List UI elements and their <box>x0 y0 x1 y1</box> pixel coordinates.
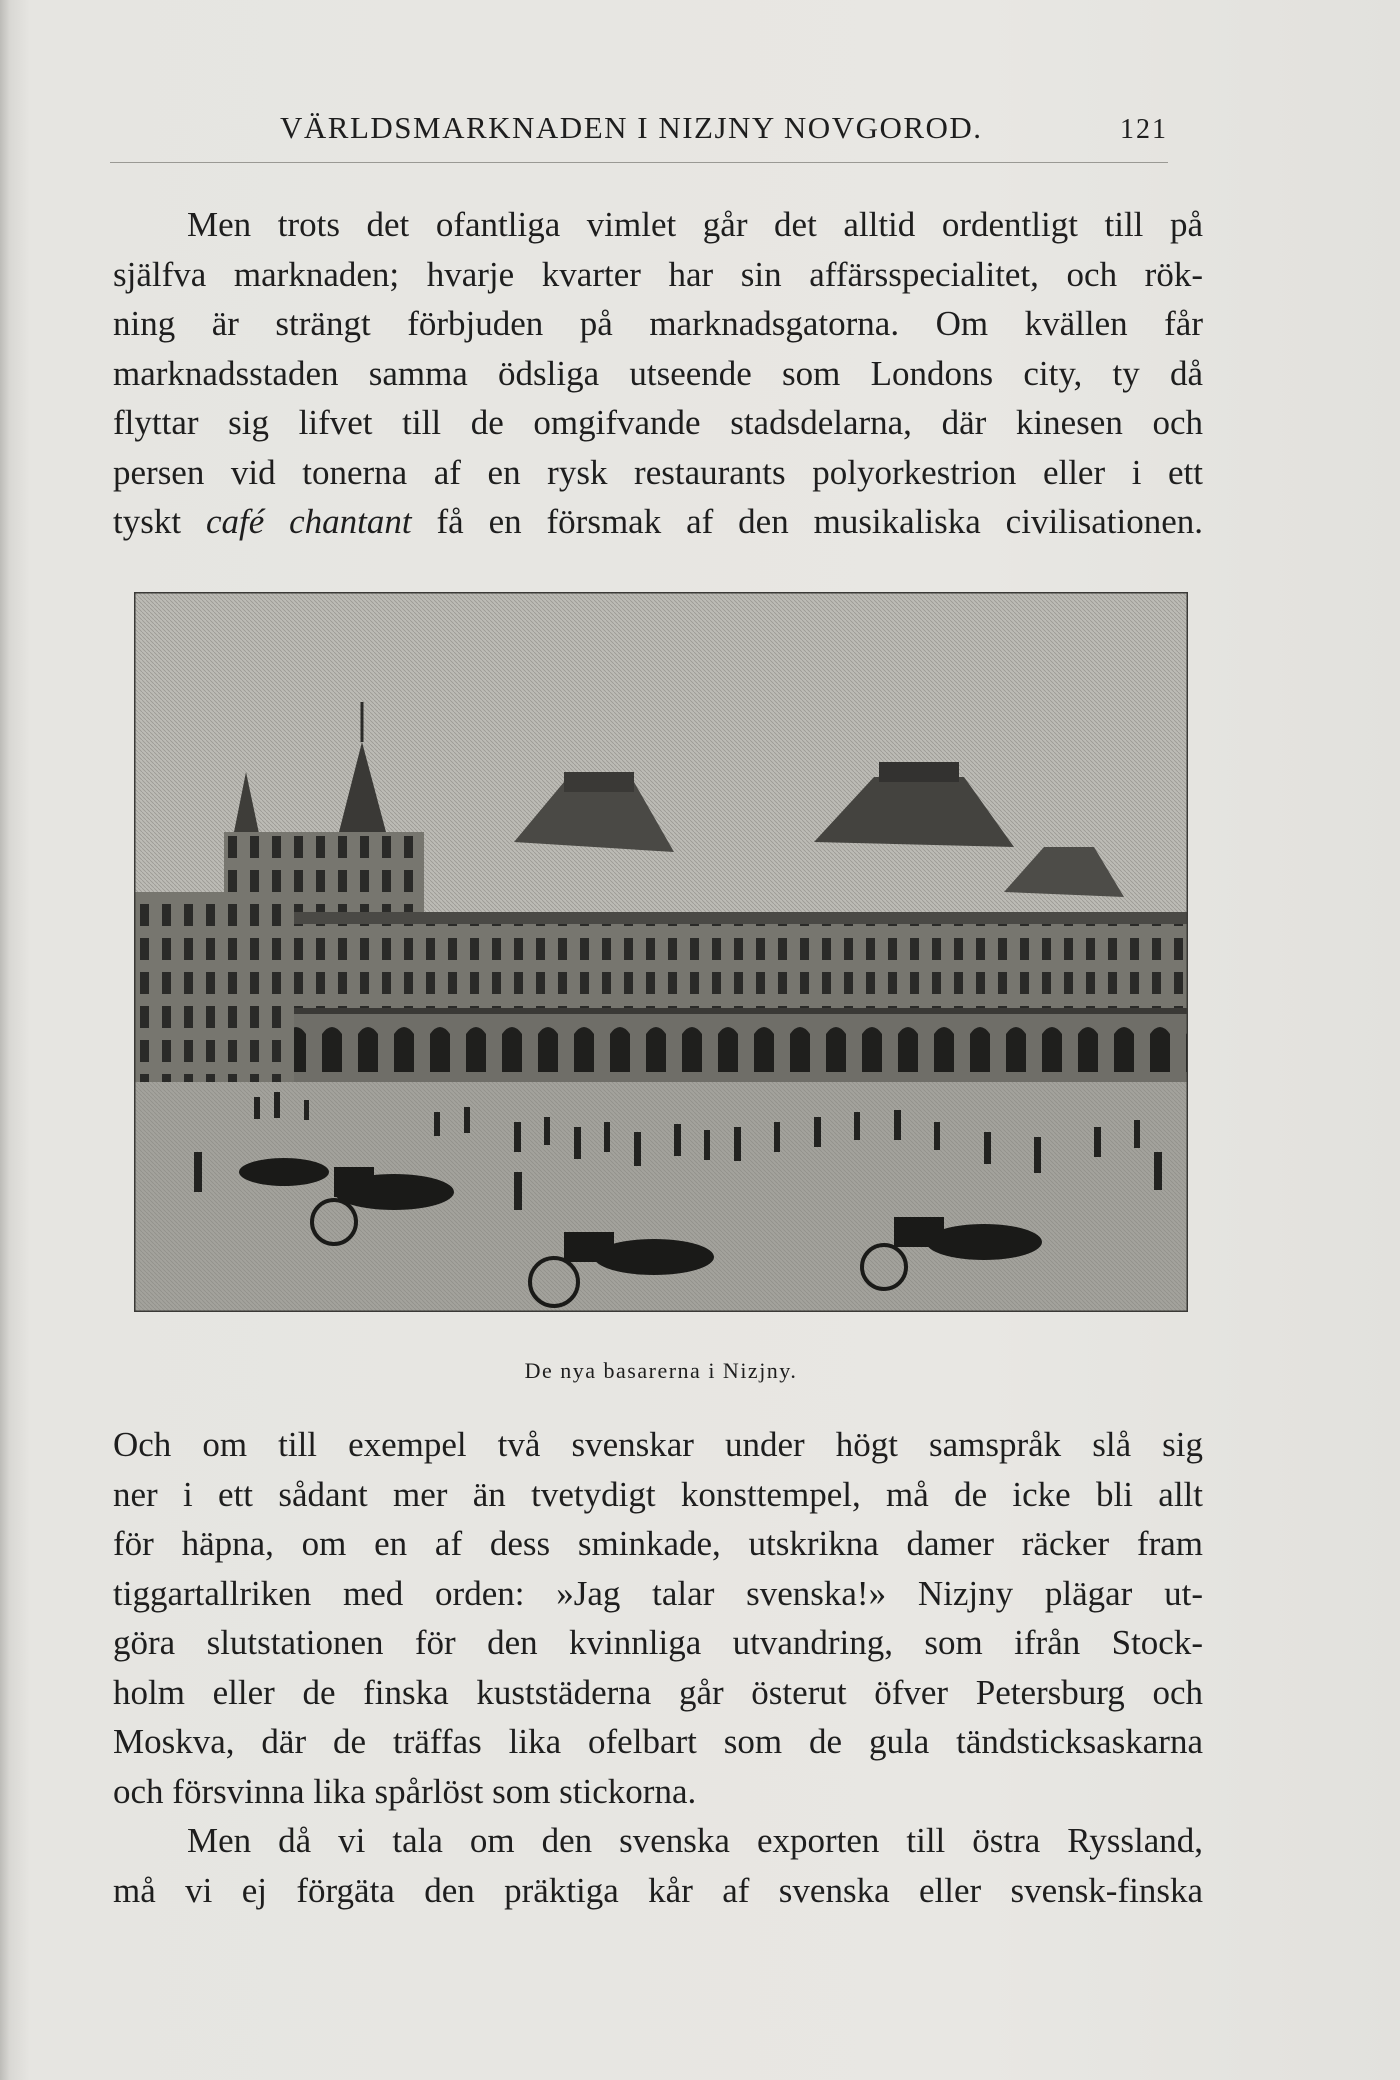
text-line: Men trots det ofantliga vimlet går det alltid ordentligt till på <box>187 205 1203 244</box>
text-line: och försvinna lika spårlöst som stickorna. <box>113 1771 697 1811</box>
italic-phrase: café chantant <box>205 502 412 541</box>
page-number: 121 <box>1120 114 1168 145</box>
text-line: holm eller de finska kuststäderna går österut öfver Petersburg och <box>113 1672 1203 1712</box>
text-line: göra slutstationen för den kvinnliga utvandring, som ifrån Stock- <box>113 1623 1203 1662</box>
text-line: må vi ej förgäta den präktiga kår af svenska eller svensk-finska <box>113 1870 1203 1910</box>
text-line: Moskva, där de träffas lika ofelbart som de gula tändsticksaskarna <box>113 1722 1203 1761</box>
text-line: persen vid tonerna af en rysk restaurants polyorkestrion eller i ett <box>113 452 1203 492</box>
paragraph-1 <box>113 200 1203 547</box>
text-line: för häpna, om en af dess sminkade, utskrikna damer räcker fram <box>113 1524 1203 1563</box>
text-line <box>113 497 1203 547</box>
page-header <box>110 110 1168 170</box>
text-segment: få en försmak af den musikaliska civilisationen. <box>411 502 1204 541</box>
text-line: själfva marknaden; hvarje kvarter har sin affärsspecialitet, och rök- <box>113 254 1203 294</box>
bazaar-engraving <box>134 592 1188 1312</box>
text-line: marknadsstaden samma ödsliga utseende som Londons city, ty då <box>113 353 1203 393</box>
text-line: Och om till exempel två svenskar under högt samspråk slå sig <box>113 1425 1203 1464</box>
paragraph-2 <box>113 1420 1203 1915</box>
engraving-illustration <box>134 592 1188 1312</box>
header-rule <box>110 162 1168 163</box>
figure-caption: De nya basarerna i Nizjny. <box>524 1358 798 1383</box>
text-line: tiggartallriken med orden: »Jag talar svenska!» Nizjny plägar ut- <box>113 1573 1203 1613</box>
text-line: Men då vi tala om den svenska exporten till östra Ryssland, <box>187 1821 1203 1860</box>
text-line: ning är strängt förbjuden på marknadsgatorna. Om kvällen får <box>113 304 1203 343</box>
running-title: VÄRLDSMARKNADEN I NIZJNY NOVGOROD. <box>280 110 983 145</box>
text-segment: tyskt <box>113 502 206 541</box>
text-line: flyttar sig lifvet till de omgifvande stadsdelarna, där kinesen och <box>113 403 1203 442</box>
text-line: ner i ett sådant mer än tvetydigt konsttempel, må de icke bli allt <box>113 1474 1203 1514</box>
